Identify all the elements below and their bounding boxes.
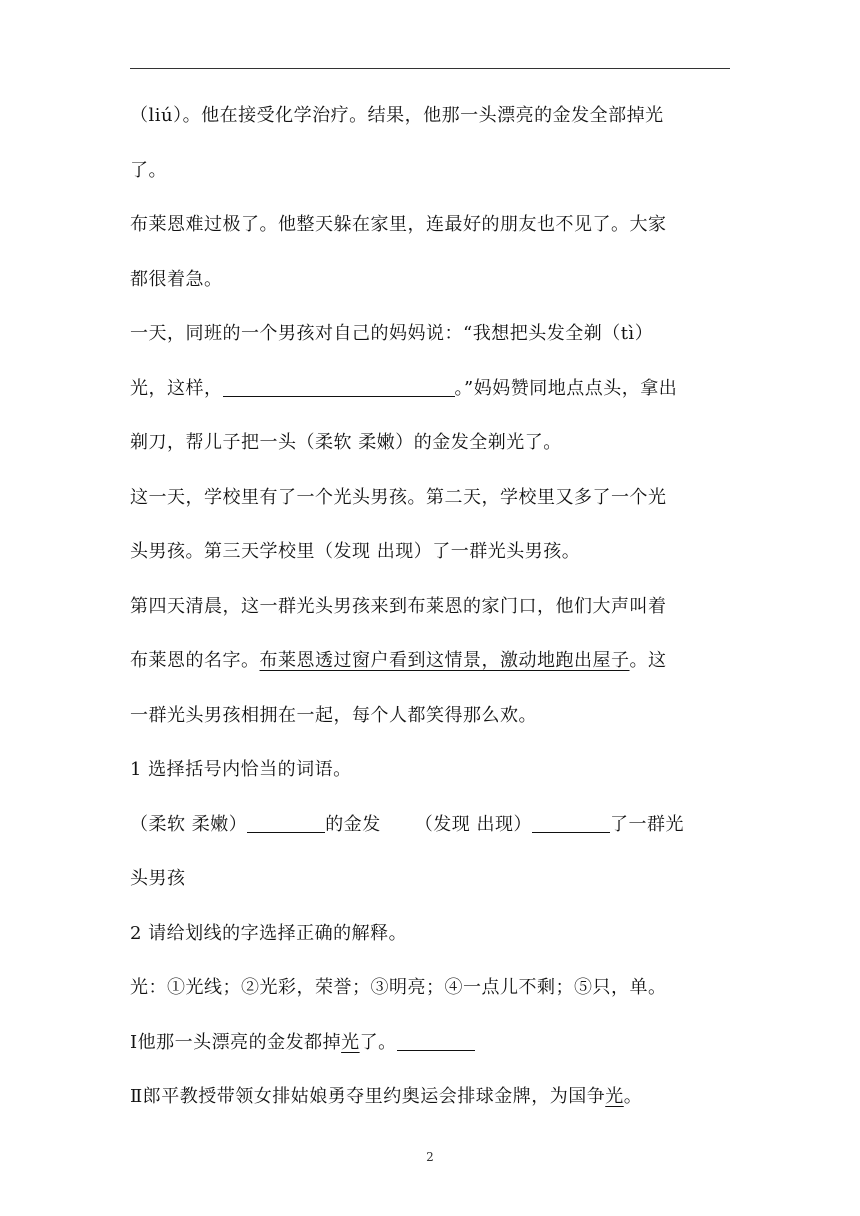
answer-blank[interactable] [247,808,325,833]
underlined-char: 光 [605,1086,624,1107]
story-line-8 [130,476,730,531]
page-number: 2 [426,1150,434,1164]
text: 。 [623,1086,643,1107]
story-line-1 [130,94,730,149]
text: 都很着急。 [130,268,223,290]
story-line-11 [130,639,730,694]
question-2-title [130,912,730,967]
story-line-5 [130,312,730,367]
text: 光：①光线；②光彩，荣誉；③明亮；④一点儿不剩；⑤只，单。 [130,977,667,998]
question-1-body-cont [130,857,730,912]
story-line-2 [130,149,730,204]
text: 布莱恩的名字。 [130,650,260,671]
text: 一群光头男孩相拥在一起，每个人都笑得那么欢。 [130,704,537,726]
underlined-sentence: 布莱恩透过窗户看到这情景，激动地跑出屋子 [259,650,630,671]
text: 第四天清晨，这一群光头男孩来到布莱恩的家门口，他们大声叫着 [130,595,667,617]
story-line-9 [130,530,730,585]
question-2-item-1 [130,1021,730,1076]
text: Ⅱ郎平教授带领女排姑娘勇夺里约奥运会排球金牌，为国争 [130,1086,606,1107]
story-line-10 [130,585,730,640]
text: 2 请给划线的字选择正确的解释。 [130,922,408,944]
text: 了一群光 [609,813,684,835]
text: 剃刀，帮儿子把一头（柔软 柔嫩）的金发全剃光了。 [130,432,562,453]
story-line-12 [130,694,730,749]
answer-blank[interactable] [532,808,610,833]
text: 。”妈妈赞同地点点头，拿出 [454,377,678,399]
header-rule [130,68,730,69]
story-line-3 [130,203,730,258]
text: 了。 [130,159,167,181]
underlined-char: 光 [341,1031,360,1053]
text: 布莱恩难过极了。他整天躲在家里，连最好的朋友也不见了。大家 [130,214,667,235]
story-line-7 [130,421,730,476]
text: （liú）。他在接受化学治疗。结果，他那一头漂亮的金发全部掉光 [130,105,664,126]
question-1-body [130,803,730,858]
question-2-item-2 [130,1075,730,1130]
text: （柔软 柔嫩） [130,813,248,835]
story-line-6 [130,367,730,422]
question-1-title [130,748,730,803]
text: 头男孩。第三天学校里（发现 出现）了一群光头男孩。 [130,541,581,562]
answer-blank[interactable] [223,372,455,397]
text: 1 选择括号内恰当的词语。 [130,759,352,780]
document-body [130,94,730,1130]
text: 这一天，学校里有了一个光头男孩。第二天，学校里又多了一个光 [130,486,667,508]
text: Ⅰ他那一头漂亮的金发都掉 [130,1031,342,1053]
text: 头男孩 [130,868,186,889]
text: 了。 [359,1031,397,1053]
answer-blank[interactable] [397,1026,475,1051]
text: 一天，同班的一个男孩对自己的妈妈说：“我想把头发全剃（tì） [130,323,654,344]
text: 光，这样， [130,377,223,399]
text: （发现 出现） [414,813,532,835]
question-2-options [130,966,730,1021]
text: 的金发 [325,813,381,835]
text: 。这 [629,650,667,671]
story-line-4 [130,258,730,313]
